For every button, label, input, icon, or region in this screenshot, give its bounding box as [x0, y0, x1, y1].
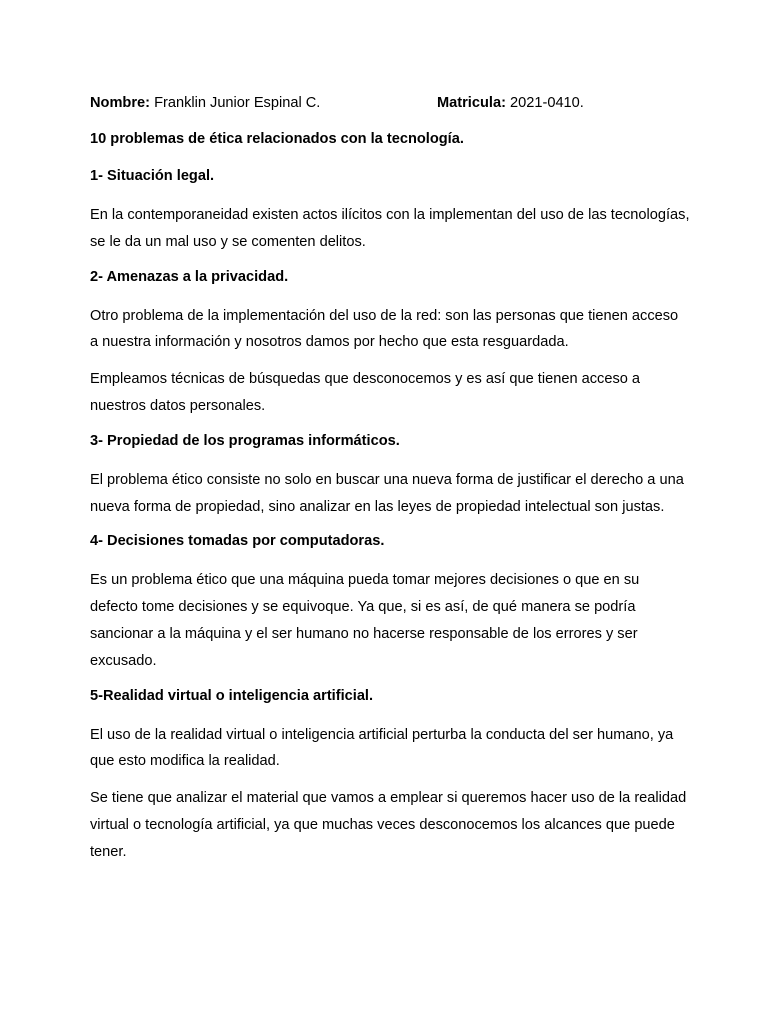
student-id: [437, 92, 584, 114]
id-value: 2021-0410.: [510, 95, 584, 111]
name-value: Franklin Junior Espinal C.: [154, 95, 321, 111]
section-heading: 4- Decisiones tomadas por computadoras.: [90, 533, 385, 550]
name-label: Nombre:: [90, 95, 150, 111]
document-title: 10 problemas de ética relacionados con la tecnología.: [90, 131, 464, 147]
section-paragraph: Empleamos técnicas de búsquedas que desconocemos y es así que tienen acceso a nuestros datos personales.: [90, 371, 641, 414]
section-heading: 3- Propiedad de los programas informáticos.: [90, 432, 400, 449]
id-label: Matricula:: [437, 95, 506, 111]
section-4: [90, 530, 690, 674]
student-header: [90, 92, 690, 114]
section-2: [90, 266, 690, 420]
student-name: [90, 92, 320, 114]
section-paragraph: El problema ético consiste no solo en buscar una nueva forma de justificar el derecho a una nueva forma de propiedad, sino analizar en las leyes de propiedad intelectual son justas.: [90, 471, 684, 515]
section-paragraph: Se tiene que analizar el material que vamos a emplear si queremos hacer uso de la realidad virtual o tecnología artificial, ya que muchas veces desconocemos los alcances que puede tener.: [90, 790, 687, 860]
section-1: [90, 165, 690, 256]
document-content: [90, 92, 690, 876]
section-paragraph: Es un problema ético que una máquina pueda tomar mejores decisiones o que en su defecto tome decisiones y se equivoque. Ya que, si es así, de qué manera se podría sancionar a la máquina y el ser humano no hacerse responsable de los errores y ser excusado.: [90, 572, 640, 669]
section-5: [90, 685, 690, 866]
section-paragraph: En la contemporaneidad existen actos ilícitos con la implementan del uso de las tecnologías, se le da un mal uso y se comenten delitos.: [90, 207, 690, 250]
section-paragraph: El uso de la realidad virtual o inteligencia artificial perturba la conducta del ser humano, ya que esto modifica la realidad.: [90, 726, 674, 770]
section-heading: 1- Situación legal.: [90, 168, 215, 184]
section-paragraph: Otro problema de la implementación del uso de la red: son las personas que tienen acceso a nuestra información y nosotros damos por hecho que esta resguardada.: [90, 307, 679, 351]
section-heading: 2- Amenazas a la privacidad.: [90, 268, 289, 285]
section-heading: 5-Realidad virtual o inteligencia artificial.: [90, 687, 374, 704]
section-3: [90, 430, 690, 521]
